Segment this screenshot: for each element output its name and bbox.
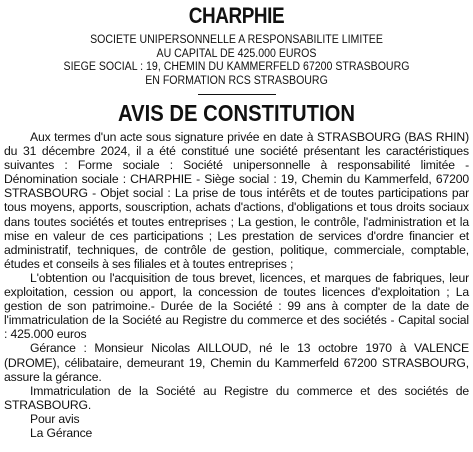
header-divider [198,94,276,95]
closing-for-notice: Pour avis [30,411,80,426]
closing-signature: La Gérance [30,425,93,440]
paragraph-registration: Immatriculation de la Société au Registre du commerce et des sociétés de STRASBOURG. [4,383,469,412]
notice-body [4,130,469,440]
company-capital: AU CAPITAL DE 425.000 EUROS [156,47,317,60]
paragraph-constitution: Aux termes d'un acte sous signature privée en date à STRASBOURG (BAS RHIN) du 31 décembre 2024, il a été constitué une société présentant les caractéristiques suivantes : Forme sociale : Société unipersonnelle à responsabilité limitée - Dénomination sociale : CHARPHIE - Siège social : 19, Chemin du Kammerfeld, 67200 STRASBOURG - Objet social : La prise de tous intérêts et de toutes participations par tous moyens, apports, souscription, achats d'actions, d'obligations et tous droits sociaux dans toutes sociétés et toutes entreprises ; La gestion, le contrôle, l'administration et la mise en valeur de ces participations ; Les prestation de services d'ordre financier et administratif, techniques, de contrôle de gestion, politique, commerciale, comptable, études et conseils à ses filiales et à toutes entreprises ; [4,130,469,271]
paragraph-management: Gérance : Monsieur Nicolas AILLOUD, né le 13 octobre 1970 à VALENCE (DROME), célibataire, demeurant 19, Chemin du Kammerfeld 67200 STRASBOURG, assure la gérance. [4,341,469,384]
company-head-office: SIEGE SOCIAL : 19, CHEMIN DU KAMMERFELD 67200 STRASBOURG [63,61,410,73]
company-registration: EN FORMATION RCS STRASBOURG [145,74,328,87]
company-details [23,34,451,88]
company-legal-form: SOCIETE UNIPERSONNELLE A RESPONSABILITE LIMITEE [90,34,383,46]
notice-title: AVIS DE CONSTITUTION [118,100,355,126]
paragraph-object-duration-capital: L'obtention ou l'acquisition de tous brevet, licences, et marques de fabriques, leur exploitation, cession ou apport, la concession de toutes licences d'exploitation ; La gestion de son patrimoine.- Durée de la Société : 99 ans à compter de la date de l'immatriculation de la Société au Registre du commerce et des sociétés - Capital social : 425.000 euros [4,270,469,342]
company-name: CHARPHIE [188,3,285,28]
